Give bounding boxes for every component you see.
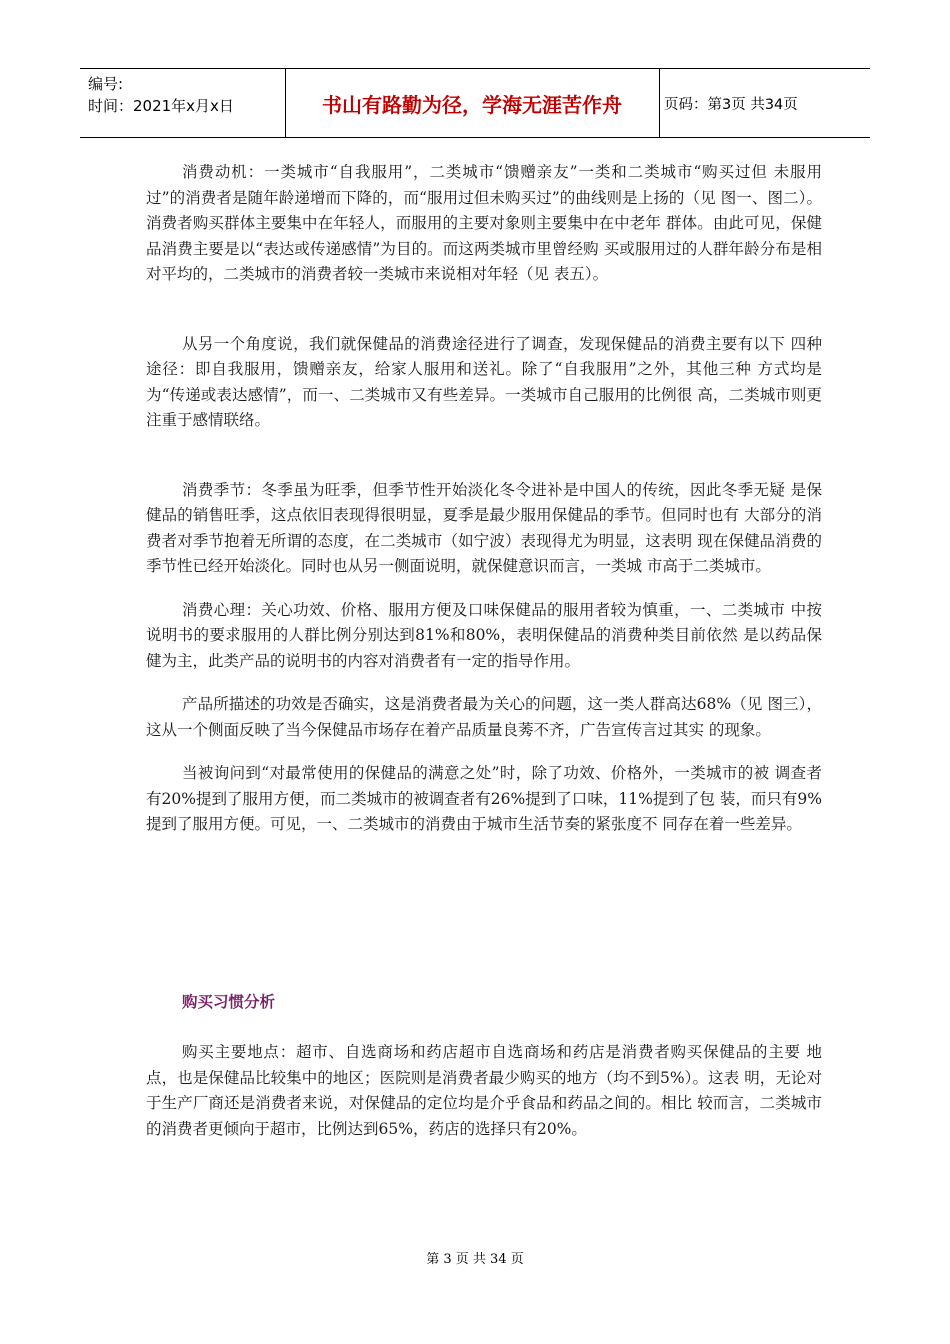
header-motto: 书山有路勤为径，学海无涯苦作舟 — [322, 92, 622, 117]
document-time: 时间：2021年x月x日 — [88, 97, 234, 115]
header-meta — [88, 73, 288, 117]
paragraph-purchase-location: 购买主要地点：超市、自选商场和药店超市自选商场和药店是消费者购买保健品的主要 地点，也是保健品比较集中的地区；医院则是消费者最少购买的地方（均不到5%）。这表 明，无论对于生产厂商还是消费者来说，对保健品的定位均是介乎食品和药品之间的。相比 较而言，二类城市的消费者更倾向于超市，比例达到65%，药店的选择只有20%。 — [146, 1043, 822, 1138]
header-page-info: 页码：第3页 共34页 — [664, 96, 798, 113]
document-number-label: 编号: — [88, 75, 124, 93]
page-header — [80, 68, 870, 138]
header-divider — [659, 69, 660, 137]
section-heading: 购买习惯分析 — [182, 993, 276, 1011]
page-footer: 第 3 页 共 34 页 — [426, 1252, 524, 1267]
document-body — [146, 160, 822, 838]
paragraph-satisfaction: 当被询问到“对最常使用的保健品的满意之处”时，除了功效、价格外，一类城市的被 调查者有20%提到了服用方便，而二类城市的被调查者有26%提到了口味，11%提到了包 装，而只有9%提到了服用方便。可见，一、二类城市的消费由于城市生活节奏的紧张度不 同存在着一些差异。 — [146, 764, 822, 833]
paragraph-psychology: 消费心理：关心功效、价格、服用方便及口味保健品的服用者较为慎重，一、二类城市 中按说明书的要求服用的人群比例分别达到81%和80%，表明保健品的消费种类目前依然 是以药品保健为主，此类产品的说明书的内容对消费者有一定的指导作用。 — [146, 600, 822, 670]
paragraph-channels: 从另一个角度说，我们就保健品的消费途径进行了调查，发现保健品的消费主要有以下 四种途径：即自我服用，馈赠亲友，给家人服用和送礼。除了“自我服用”之外，其他三种 方式均是为“传递或表达感情”，而一、二类城市又有些差异。一类城市自己服用的比例很 高，二类城市则更注重于感情联络。 — [146, 334, 822, 429]
paragraph-efficacy: 产品所描述的功效是否确实，这是消费者最为关心的问题，这一类人群高达68%（见 图三），这从一个侧面反映了当今保健品市场存在着产品质量良莠不齐，广告宣传言过其实 的现象。 — [146, 695, 822, 739]
header-divider — [285, 69, 286, 137]
document-body-continued — [146, 1040, 822, 1142]
paragraph-season: 消费季节：冬季虽为旺季，但季节性开始淡化冬令进补是中国人的传统，因此冬季无疑 是保健品的销售旺季，这点依旧表现得很明显，夏季是最少服用保健品的季节。但同时也有 大部分的消费者对季节抱着无所谓的态度，在二类城市（如宁波）表现得尤为明显，这表明 现在保健品消费的季节性已经开始淡化。同时也从另一侧面说明，就保健意识而言，一类城 市高于二类城市。 — [146, 480, 822, 575]
paragraph-motivation: 消费动机：一类城市“自我服用”，二类城市“馈赠亲友”一类和二类城市“购买过但 未服用过”的消费者是随年龄递增而下降的，而“服用过但未购买过”的曲线则是上扬的（见 图一、图二）。消费者购买群体主要集中在年轻人，而服用的主要对象则主要集中在中老年 群体。由此可见，保健品消费主要是以“表达或传递感情”为目的。而这两类城市里曾经购 买或服用过的人群年龄分布是相对平均的，二类城市的消费者较一类城市来说相对年轻（见 表五）。 — [146, 163, 822, 283]
